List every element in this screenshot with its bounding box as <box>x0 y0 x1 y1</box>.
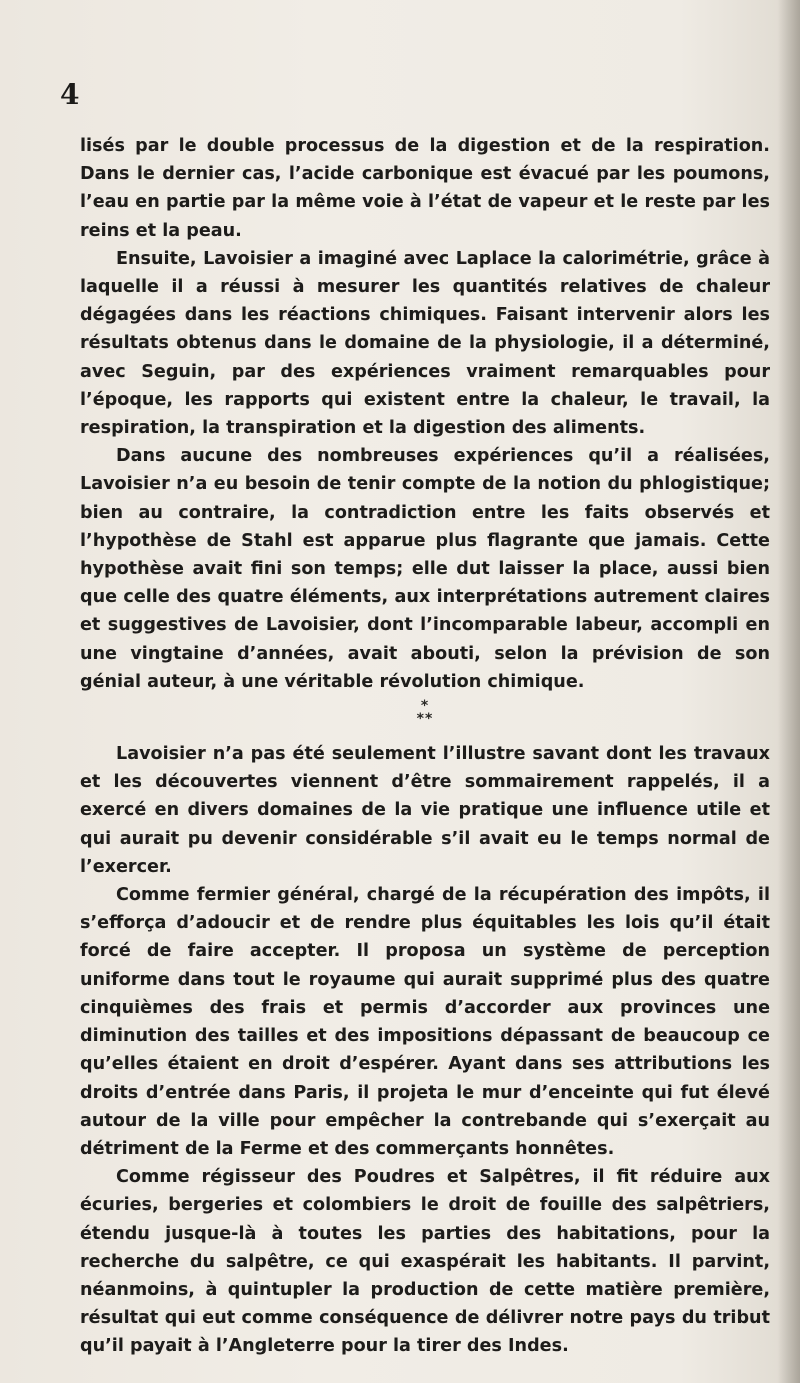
asterism-top: * <box>420 698 430 715</box>
page-number: 4 <box>60 78 80 111</box>
paragraph-phlogistique: Dans aucune des nombreuses expériences qu’il a réalisées, Lavoisier n’a eu besoin de tenir compte de la notion du phlogistique; bien au contraire, la contradiction entre les faits observés et l’hypothèse de Stahl est apparue plus flagrante que jamais. Cette hypothèse avait fini son temps; elle dut laisser la place, aussi bien que celle des quatre éléments, aux interprétations autrement claires et suggestives de Lavoisier, dont l’incomparable labeur, accompli en une vingtaine d’années, avait abouti, selon la prévision de son génial auteur, à une véritable révolution chimique. <box>80 446 770 692</box>
paragraph-practical-life: Lavoisier n’a pas été seulement l’illustre savant dont les travaux et les découvertes viennent d’être sommairement rappelés, il a exercé en divers domaines de la vie pratique une influence utile et qui aurait pu devenir considérable s’il avait eu le temps normal de l’exercer. <box>80 744 770 877</box>
section-separator-asterism <box>80 700 770 726</box>
paragraph-fermier-general: Comme fermier général, chargé de la récupération des impôts, il s’efforça d’adoucir et de rendre plus équitables les lois qu’il était forcé de faire accepter. Il proposa un système de perception uniforme dans tout le royaume qui aurait supprimé plus des quatre cinquièmes des frais et permis d’accorder aux provinces une diminution des tailles et des impositions dépassant de beaucoup ce qu’elles étaient en droit d’espérer. Ayant dans ses attributions les droits d’entrée dans Paris, il projeta le mur d’enceinte qui fut élevé autour de la ville pour empêcher la contrebande qui s’exerçait au détriment de la Ferme et des commerçants honnêtes. <box>80 885 770 1159</box>
paragraph-poudres-salpetres: Comme régisseur des Poudres et Salpêtres, il fit réduire aux écuries, bergeries et colombiers le droit de fouille des salpêtriers, étendu jusque-là à toutes les parties des habitations, pour la recherche du salpêtre, ce qui exaspérait les habitants. Il parvint, néanmoins, à quintupler la production de cette matière première, résultat qui eut comme conséquence de délivrer notre pays du tribut qu’il payait à l’Angleterre pour la tirer des Indes. <box>80 1167 770 1357</box>
paragraph-continuation: lisés par le double processus de la digestion et de la respiration. Dans le dernier cas, l’acide carbonique est évacué par les poumons, l’eau en partie par la même voie à l’état de vapeur et le reste par les reins et la peau. <box>80 136 770 241</box>
page-edge-shadow <box>778 0 800 1383</box>
paragraph-calorimetry: Ensuite, Lavoisier a imaginé avec Laplace la calorimétrie, grâce à laquelle il a réussi à mesurer les quantités relatives de chaleur dégagées dans les réactions chimiques. Faisant intervenir alors les résultats obtenus dans le domaine de la physiologie, il a déterminé, avec Seguin, par des expériences vraiment remarquables pour l’époque, les rapports qui existent entre la chaleur, le travail, la respiration, la transpiration et la digestion des aliments. <box>80 248 770 439</box>
asterism-bottom: ** <box>416 711 434 728</box>
body-text <box>80 132 770 1361</box>
